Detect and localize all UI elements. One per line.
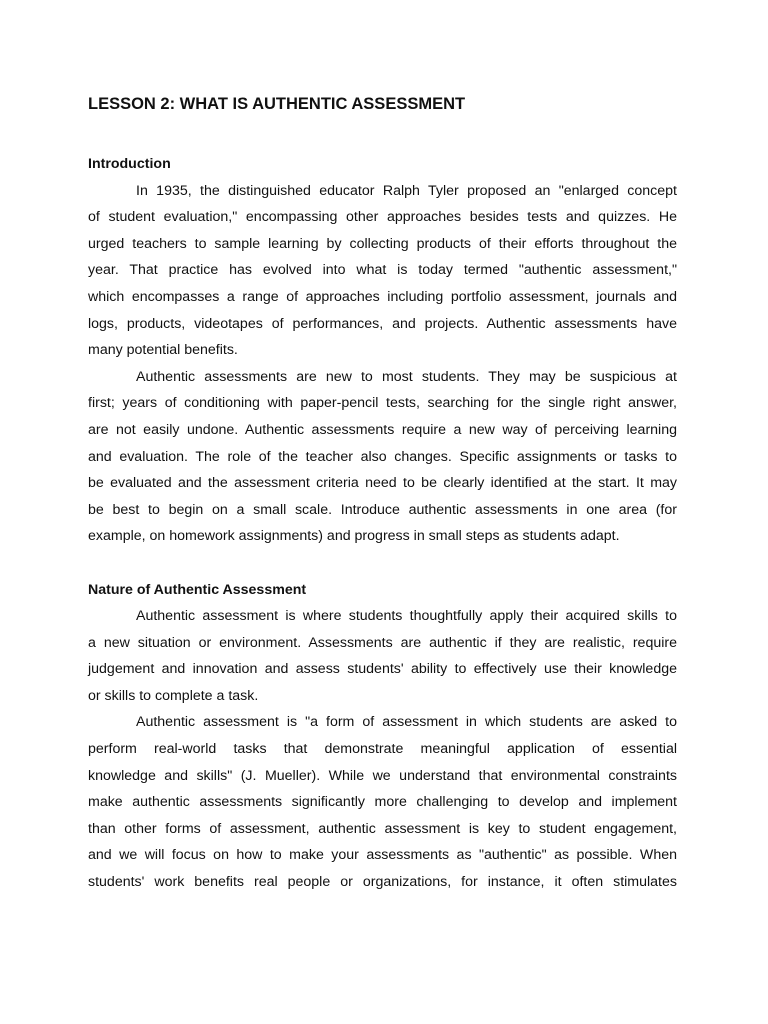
text-line: or skills to complete a task. (88, 687, 259, 704)
section-spacer (88, 550, 677, 577)
text-line: Authentic assessments are new to most students. They may be suspicious at (136, 368, 677, 385)
section-heading: Introduction (88, 156, 171, 172)
section-heading: Nature of Authentic Assessment (88, 581, 307, 598)
text-line: example, on homework assignments) and progress in small steps as students adapt. (88, 528, 620, 545)
text-line: and evaluation. The role of the teacher also changes. Specific assignments or tasks to (88, 448, 677, 465)
paragraph (88, 603, 677, 709)
text-line: students' work benefits real people or organizations, for instance, it often stimulates (88, 874, 677, 891)
text-line: make authentic assessments significantly more challenging to develop and implement (88, 794, 677, 811)
text-line: first; years of conditioning with paper-pencil tests, searching for the single right answer, (88, 395, 677, 412)
text-line: be best to begin on a small scale. Introduce authentic assessments in one area (for (88, 501, 677, 518)
paragraph (88, 709, 677, 895)
document-body (88, 151, 677, 896)
text-line: a new situation or environment. Assessments are authentic if they are realistic, require (88, 634, 677, 651)
text-line: judgement and innovation and assess students' ability to effectively use their knowledge (88, 661, 677, 678)
text-line: In 1935, the distinguished educator Ralph Tyler proposed an "enlarged concept (136, 182, 677, 199)
text-line: many potential benefits. (88, 342, 238, 359)
text-line: of student evaluation," encompassing other approaches besides tests and quizzes. He (88, 209, 677, 226)
text-line: year. That practice has evolved into what is today termed "authentic assessment," (88, 262, 677, 279)
paragraph (88, 178, 677, 364)
text-line: logs, products, videotapes of performances, and projects. Authentic assessments have (88, 315, 677, 332)
text-line: perform real-world tasks that demonstrate meaningful application of essential (88, 741, 677, 758)
text-line: are not easily undone. Authentic assessments require a new way of perceiving learning (88, 421, 677, 438)
text-line: urged teachers to sample learning by collecting products of their efforts throughout the (88, 235, 677, 252)
page-title: LESSON 2: WHAT IS AUTHENTIC ASSESSMENT (88, 95, 466, 113)
text-line: be evaluated and the assessment criteria need to be clearly identified at the start. It may (88, 475, 677, 492)
text-line: knowledge and skills" (J. Mueller). While we understand that environmental constraints (88, 767, 677, 784)
text-line: Authentic assessment is where students thoughtfully apply their acquired skills to (136, 608, 677, 625)
text-line: than other forms of assessment, authentic assessment is key to student engagement, (88, 820, 677, 837)
paragraph (88, 364, 677, 550)
text-line: Authentic assessment is "a form of assessment in which students are asked to (136, 714, 677, 731)
text-line: and we will focus on how to make your assessments as "authentic" as possible. When (88, 847, 677, 864)
text-line: which encompasses a range of approaches including portfolio assessment, journals and (88, 288, 677, 305)
